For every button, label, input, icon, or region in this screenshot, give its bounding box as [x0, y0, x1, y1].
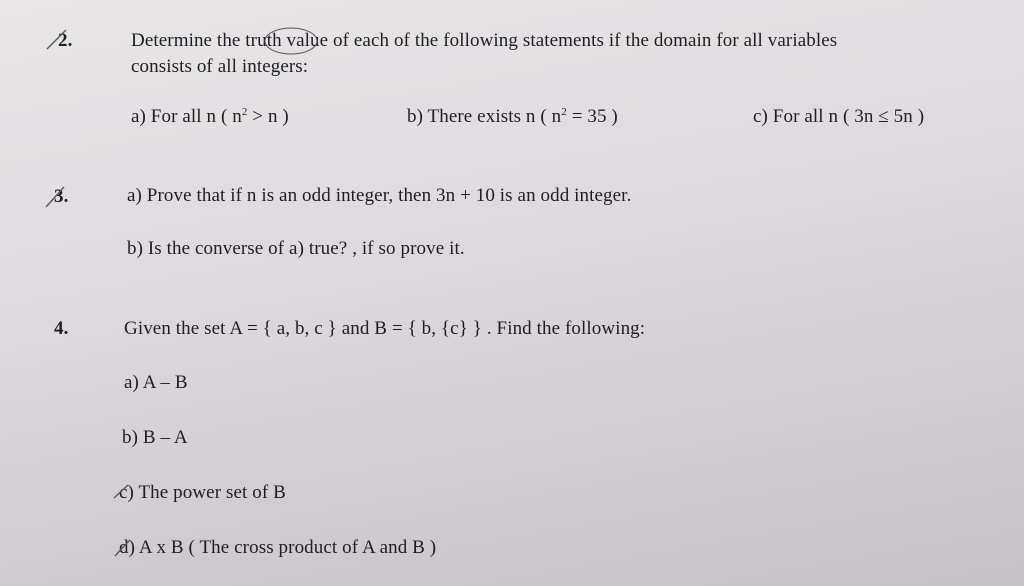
q4-intro: Given the set A = { a, b, c } and B = { b, {c} } . Find the following: — [124, 318, 646, 339]
q2-part-b-tail: = 35 ) — [566, 106, 618, 127]
q2-part-c: c) For all n ( 3n ≤ 5n ) — [753, 106, 925, 127]
q2-part-a-exponent: 2 — [241, 106, 248, 118]
q2-part-b-exponent: 2 — [561, 106, 567, 118]
q2-statement-line2: consists of all integers: — [131, 56, 309, 77]
q2-part-b-text: b) There exists n ( n — [407, 106, 562, 127]
q4-part-d: d) A x B ( The cross product of A and B ) — [119, 537, 437, 558]
q3-number: 3. — [54, 186, 69, 207]
q2-statement-line1: Determine the truth value of each of the following statements if the domain for all variables — [131, 30, 838, 51]
q4-part-b: b) B – A — [122, 427, 188, 448]
q4-part-c: c) The power set of B — [119, 482, 286, 503]
q3-part-b: b) Is the converse of a) true? , if so prove it. — [127, 238, 465, 259]
q2-part-a-tail: > n ) — [247, 106, 289, 127]
q2-number: 2. — [58, 30, 73, 51]
q4-part-a: a) A – B — [124, 372, 188, 393]
q2-part-a — [131, 106, 289, 128]
q3-part-a: a) Prove that if n is an odd integer, then 3n + 10 is an odd integer. — [127, 185, 632, 206]
q2-part-a-text: a) For all n ( n — [131, 106, 242, 127]
q4-number: 4. — [54, 318, 69, 339]
q2-part-b — [407, 106, 618, 128]
